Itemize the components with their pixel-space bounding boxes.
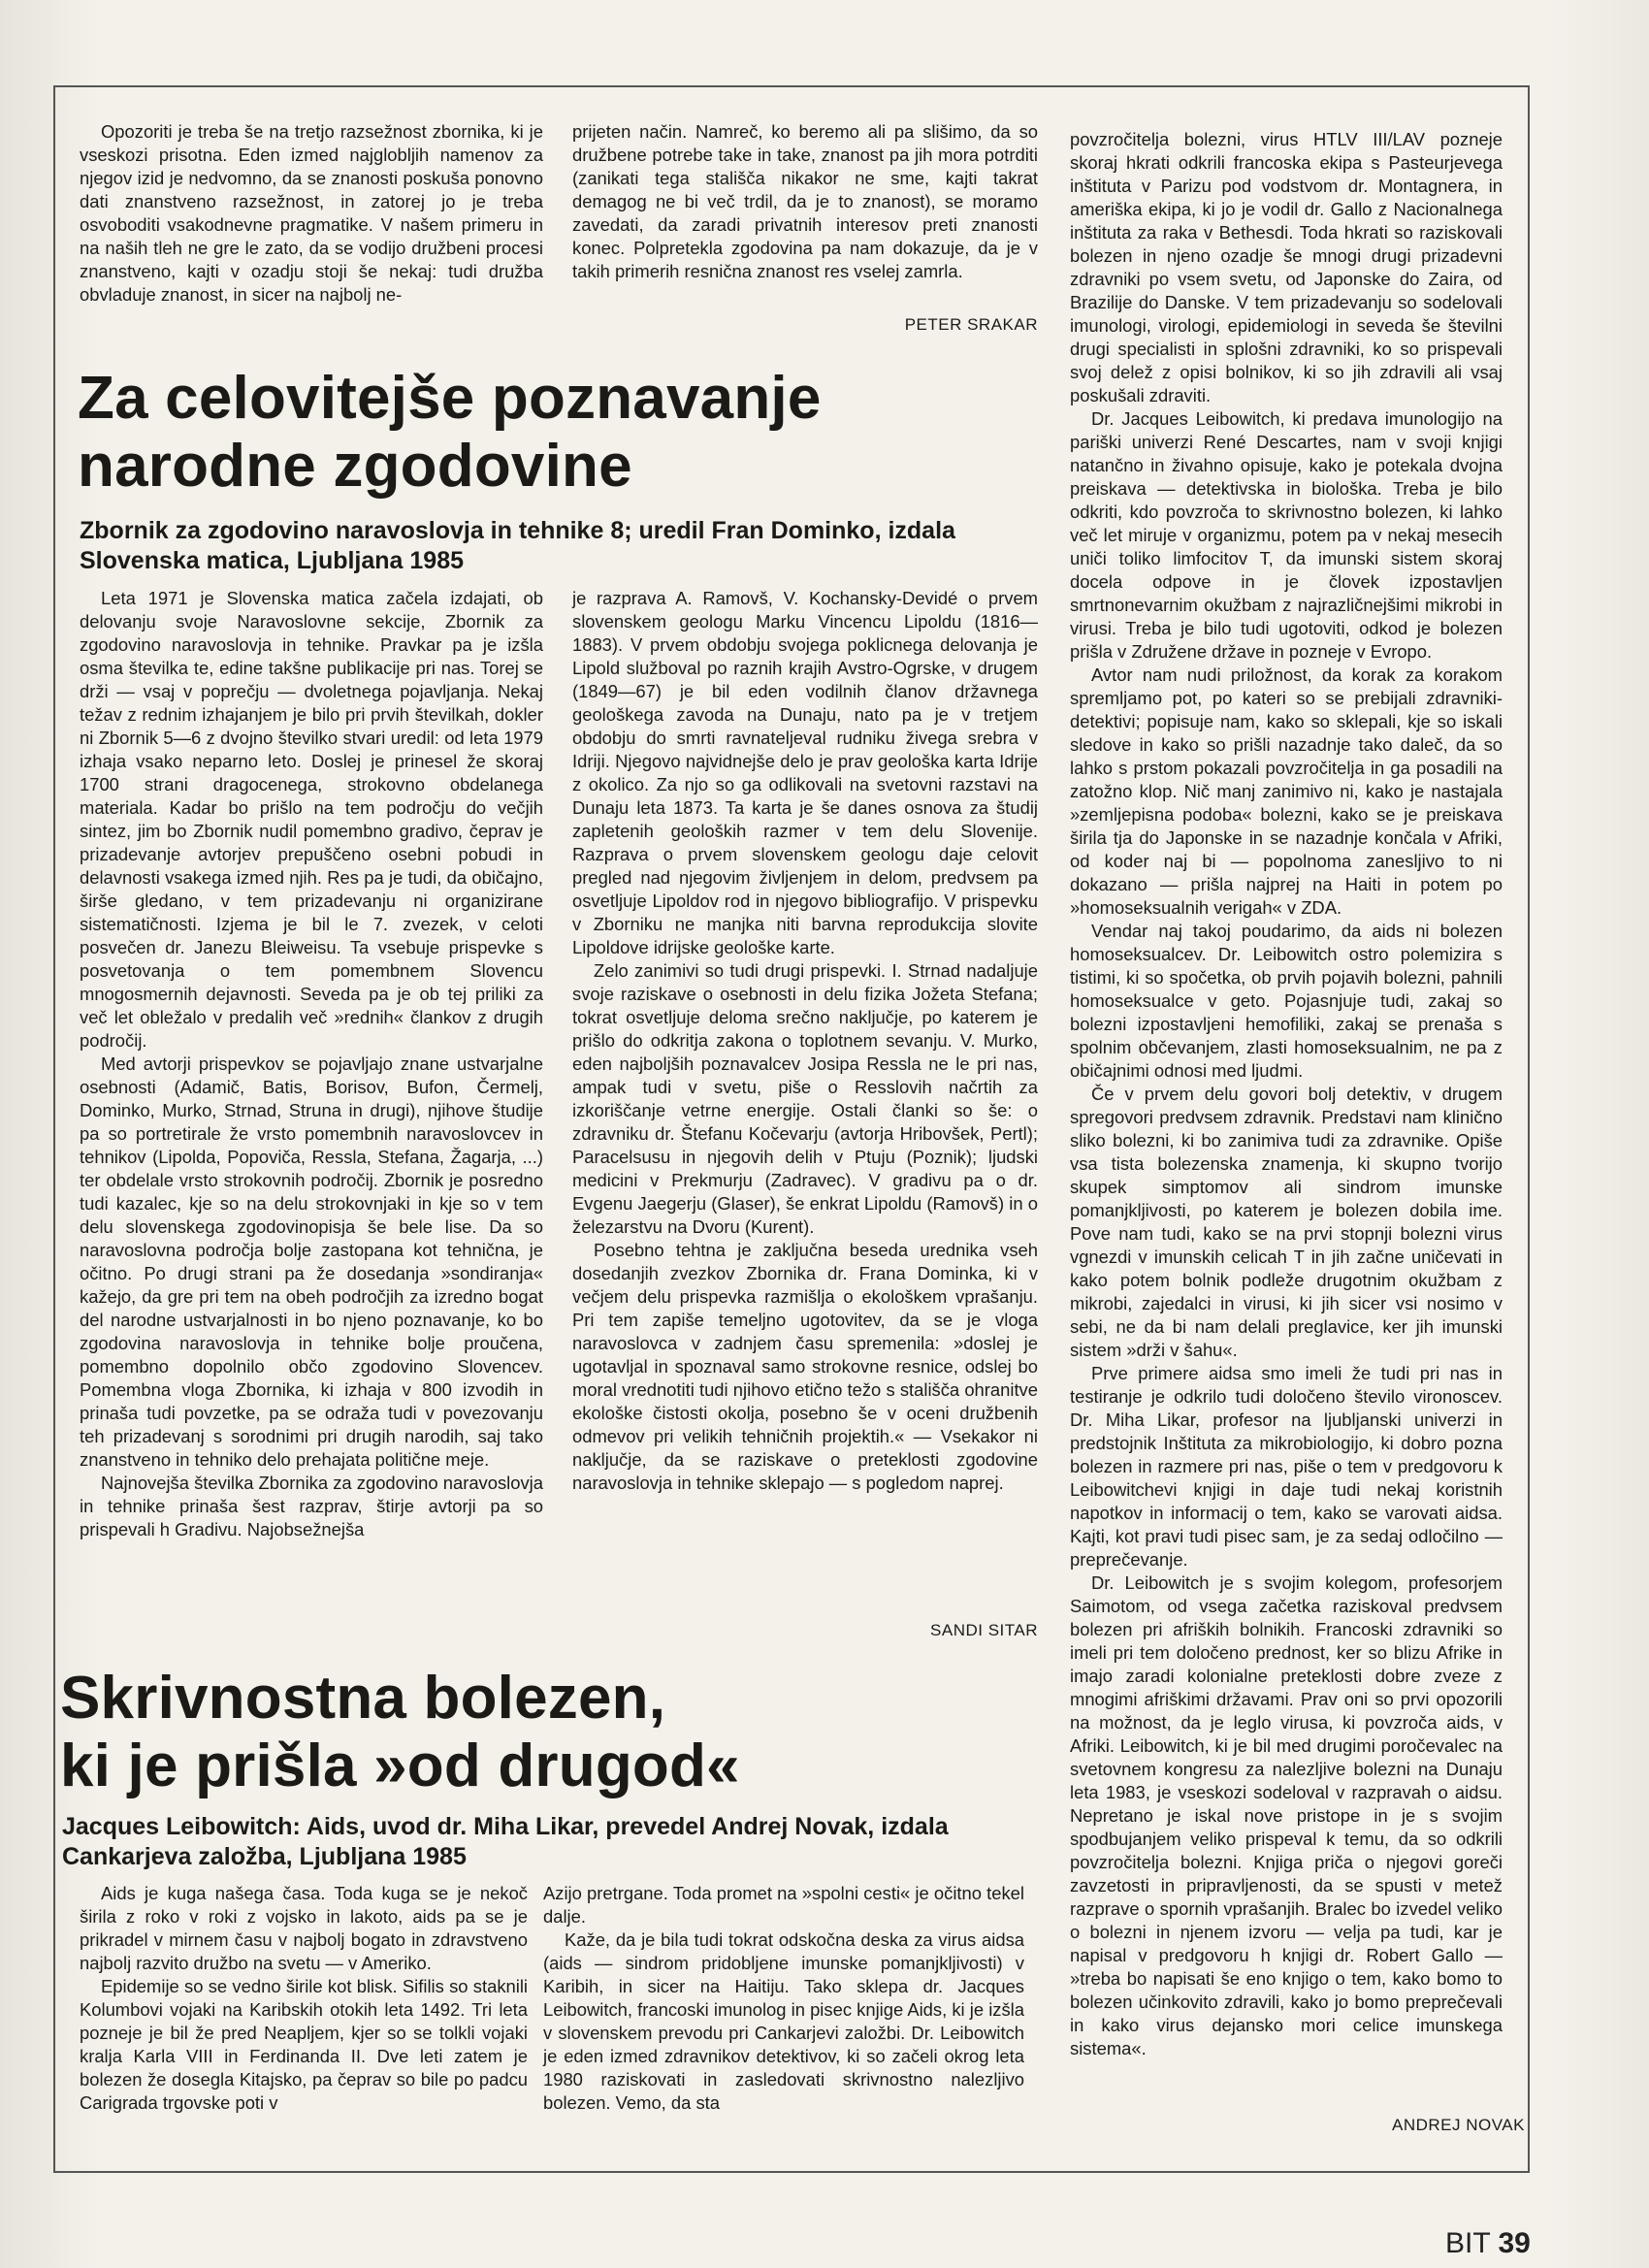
- paragraph: prijeten način. Namreč, ko beremo ali pa slišimo, da so družbene potrebe take in take, znanost pa jih mora potrditi (zanikati tega stališča nikakor ne sme, kajti takrat demagog ne bi več trdil, da je to znanost), se moramo zavedati, da zaradi privatnih interesov preti znanosti konec. Polpretekla zgodovina pa nam dokazuje, da je v takih primerih resnična znanost res vselej zamrla.: [572, 121, 1038, 281]
- article3-column2: [543, 1882, 1024, 2115]
- article3-headline-line1: Skrivnostna bolezen,: [60, 1665, 666, 1732]
- page-number: [1445, 2227, 1531, 2260]
- paragraph: Opozoriti je treba še na tretjo razsežnost zbornika, ki je vseskozi prisotna. Eden izmed najglobljih namenov za njegov izid je nedvomno, da se znanosti poskuša ponovno dati znanstveno razsežnost, in zatorej jo je treba osvoboditi vsakodnevne pragmatike. V našem primeru in na naših tleh ne gre le zato, da se vodijo družbeni procesi znanstveno, kajti v ozadju stoji še nekaj: tudi družba obvladuje znanost, in sicer na najbolj ne-: [80, 121, 543, 305]
- article2-column2: [572, 587, 1038, 1495]
- paragraph: Dr. Jacques Leibowitch, ki predava imunologijo na pariški univerzi René Descartes, nam v svoji knjigi natančno in živahno opisuje, kako je potekala dvojna preiskava — detektivska in biološka. Treba je bilo odkriti, kdo povzroča to skrivnostno bolezen, ki lahko več let miruje v organizmu, potem pa v nekaj mesecih uniči toliko limfocitov T, da imunski sistem skoraj docela odpove in je človek izpostavljen smrtnonevarnim okužbam z najrazličnejšimi mikrobi in virusi. Treba je bilo tudi ugotoviti, odkod je bolezen prišla v Združene države in pozneje v Evropo.: [1070, 408, 1503, 662]
- article2-headline-line2: narodne zgodovine: [78, 433, 632, 500]
- article1-column2: [572, 120, 1038, 283]
- article1-author: PETER SRAKAR: [904, 315, 1038, 334]
- paragraph: Dr. Leibowitch je s svojim kolegom, profesorjem Saimotom, od vsega začetka raziskoval predvsem bolezen pri afriških bolnikih. Francoski zdravniki so imeli pri tem določeno prednost, ker so blizu Afrike in imajo zaradi kolonialne preteklosti dobre zveze z mnogimi afriškimi državami. Prav oni so prvi opozorili na možnost, da je leglo virusa, ki povzroča aids, v Afriki. Leibowitch, ki je bil med drugimi poročevalec na svetovnem kongresu za nalezljive bolezni na Dunaju leta 1983, je vseskozi sodeloval v razpravah o aidsu. Nepretano je iskal nove pristope in je s svojim spodbujanjem veliko prispeval k temu, da so odkrili povzročitelja bolezni. Knjiga priča o njegovi goreči zavzetosti in pripravljenosti, da se spusti v metež razprave o spornih vprašanjih. Bralec bo izvedel veliko o bolezni in njenem izvoru — velja pa tudi, kar je napisal v predgovoru h knjigi dr. Robert Gallo — »treba bo napisati še eno knjigo o tem, kako bomo to bolezen učinkovito zdravili, kako jo bomo preprečevali in kako virus dejansko mori celice imunskega sistema«.: [1070, 1572, 1503, 2058]
- paragraph: Avtor nam nudi priložnost, da korak za korakom spremljamo pot, po kateri so se prebijali zdravniki-detektivi; popisuje nam, kako so sklepali, kje so iskali sledove in kako so prišli nazadnje tako daleč, da so lahko s prstom pokazali povzročitelja in ga posadili na zatožno klop. Nič manj zanimivo ni, kako je nastajala »zemljepisna podoba« bolezni, kako se je preiskava širila tja do Japonske in se nazadnje končala v Afriki, od koder naj bi — popolnoma zanesljivo to ni dokazano — prišla najprej na Haiti in potem po »homoseksualnih verigah« v ZDA.: [1070, 664, 1503, 918]
- paragraph: Zelo zanimivi so tudi drugi prispevki. I. Strnad nadaljuje svoje raziskave o osebnosti in delu fizika Jožeta Stefana; tokrat osvetljuje deloma srečno naključje, po katerem je prišlo do odkritja zakona o toplotnem sevanju. V. Murko, eden najboljših poznavalcev Josipa Ressla ne le pri nas, ampak tudi v svetu, piše o Resslovih načrtih za izkoriščanje vetrne energije. Ostali članki so še: o zdravniku dr. Štefanu Kočevarju (avtorja Hribovšek, Pertl); Paracelsusu in njegovih delih v Ptuju (Poznik); ljudski medicini v Prekmurju (Zadravec). V gradivu pa o dr. Evgenu Jaegerju (Glaser), še enkrat Lipoldu (Ramovš) in o železarstvu na Dvoru (Kurent).: [572, 960, 1038, 1237]
- paragraph: Najnovejša številka Zbornika za zgodovino naravoslovja in tehnike prinaša šest razprav, štirje avtorji pa so prispevali h Gradivu. Najobsežnejša: [80, 1473, 543, 1539]
- paragraph: Aids je kuga našega časa. Toda kuga se je nekoč širila z roko v roki z vojsko in lakoto, aids pa se je prikradel v mirnem času v najbolj bogato in zdravstveno najbolj razvito družbo na svetu — v Ameriko.: [80, 1883, 528, 1973]
- paragraph: Epidemije so se vedno širile kot blisk. Sifilis so staknili Kolumbovi vojaki na Karibskih otokih leta 1492. Tri leta pozneje je bil že pred Neapljem, kjer so se tolkli vojaki kralja Karla VIII in Ferdinanda II. Dve leti zatem je bolezen že dosegla Kitajsko, pa čeprav so bile po padcu Carigrada trgovske poti v: [80, 1976, 528, 2113]
- article3-column1: [80, 1882, 528, 2115]
- paragraph: Med avtorji prispevkov se pojavljajo znane ustvarjalne osebnosti (Adamič, Batis, Borisov, Bufon, Čermelj, Dominko, Murko, Strnad, Struna in drugi), njihove študije pa so portretirale že vrsto pomembnih naravoslovcev in tehnikov (Lipolda, Popoviča, Ressla, Stefana, Žagarja, ...) ter obdelale vrsto strokovnih področij. Zbornik je posredno tudi kazalec, kje so na delu strokovnjaki in kje so v tem delu slovenskega zgodovinopisja še bele lise. Da so naravoslovna področja bolje zastopana kot tehnična, je očitno. Po drugi strani pa že dosedanja »sondiranja« kažejo, da gre pri tem na obeh področjih za izredno bogat del narodne ustvarjalnosti in bo njeno poznavanje, ko bo zgodovina naravoslovja in tehnike bolje proučena, pomembno dopolnilo občo zgodovino Slovencev. Pomembna vloga Zbornika, ki izhaja v 800 izvodih in prinaša tudi povzetke, pa se odraža tudi v povezovanju teh prizadevanj s sorodnimi pri drugih narodih, saj tako znanstveno in tehniko delo prehajata politične meje.: [80, 1053, 543, 1470]
- paragraph: Posebno tehtna je zaključna beseda urednika vseh dosedanjih zvezkov Zbornika dr. Frana Dominka, ki v večjem delu prispevka razmišlja o ekološkem vprašanju. Pri tem zapiše temeljno ugotovitev, da se je vloga naravoslovca v zadnjem času spremenila: »doslej je ugotavljal in spoznaval samo strokovne resnice, odslej bo moral vrednotiti tudi njihovo etično težo s stališča ohranitve ekološke čistosti okolja, posebno še v oceni družbenih odmevov pri velikih tehničnih projektih.« — Vsekakor ni naključje, da se raziskave o preteklosti zgodovine naravoslovja in tehnike sklepajo — s pogledom naprej.: [572, 1240, 1038, 1493]
- article2-author: SANDI SITAR: [930, 1621, 1038, 1639]
- article2-headline-line1: Za celovitejše poznavanje: [78, 365, 822, 432]
- article3-subheading: Jacques Leibowitch: Aids, uvod dr. Miha Likar, prevedel Andrej Novak, izdala Cankarjeva založba, Ljubljana 1985: [62, 1813, 949, 1870]
- paragraph: Prve primere aidsa smo imeli že tudi pri nas in testiranje je odkrilo tudi določeno število vironoscev. Dr. Miha Likar, profesor na ljubljanski univerzi in predstojnik Inštituta za mikrobiologijo, ki dobro pozna bolezen in razmere pri nas, piše o tem v predgovoru k Leibowitchevi knjigi in daje tudi nekaj koristnih napotkov in informacij o tem, kako se varovati aidsa. Kajti, kot pravi tudi pisec sam, je za sedaj odločilno — preprečevanje.: [1070, 1363, 1503, 1570]
- article1-column1: [80, 120, 543, 307]
- article3-author: ANDREJ NOVAK: [1392, 2116, 1525, 2134]
- article3-column3: [1070, 128, 1503, 2060]
- paragraph: Če v prvem delu govori bolj detektiv, v drugem spregovori predvsem zdravnik. Predstavi nam klinično sliko bolezni, ki bo zanimiva tudi za zdravnike. Opiše vsa tista bolezenska znamenja, ki skupno tvorijo skupek simptomov ali sindrom imunske pomanjkljivosti, po katerem je bolezen dobila ime. Pove nam tudi, kako se na prvi stopnji bolezni virus vgnezdi v imunskih celicah T in jih začne uničevati in kako potem bolnik podleže drugotnim okužbam z mikrobi, zajedalci in virusi, ki jih sicer vsi nosimo v sebi, ne da bi nam delali preglavice, ker jih imunski sistem »drži v šahu«.: [1070, 1084, 1503, 1360]
- article3-headline: [60, 1665, 1040, 1800]
- paragraph: je razprava A. Ramovš, V. Kochansky-Devidé o prvem slovenskem geologu Marku Vincencu Lipoldu (1816—1883). V prvem obdobju svojega poklicnega delovanja je Lipold služboval po raznih krajih Avstro-Ogrske, v drugem (1849—67) je bil eden vodilnih članov državnega geološkega zavoda na Dunaju, nato pa je v tretjem obdobju do smrti ravnateljeval rudniku živega srebra v Idriji. Njegovo najvidnejše delo je prav geološka karta Idrije z okolico. Za njo so ga odlikovali na svetovni razstavi na Dunaju leta 1873. Ta karta je še danes osnova za študij zapletenih geoloških razmer v tem delu Slovenije. Razprava o prvem slovenskem geologu daje celovit pregled nad njegovim življenjem in delom, predvsem pa osvetljuje Lipoldov rod in njegovo bibliografijo. V prispevku v Zborniku ne manjka niti barvna reprodukcija slovite Lipoldove idrijske geološke karte.: [572, 588, 1038, 957]
- paragraph: Azijo pretrgane. Toda promet na »spolni cesti« je očitno tekel dalje.: [543, 1883, 1024, 1927]
- article3-headline-line2: ki je prišla »od drugod«: [60, 1733, 740, 1799]
- article2-headline: [78, 365, 1048, 501]
- page-number-value: 39: [1498, 2227, 1531, 2259]
- paragraph: povzročitelja bolezni, virus HTLV III/LAV pozneje skoraj hkrati odkrili francoska ekipa s Pasteurjevega inštituta v Parizu pod vodstvom dr. Montagnera, in ameriška ekipa, ki jo je vodil dr. Gallo z Nacionalnega inštituta za raka v Bethesdi. Toda hkrati so raziskovali bolezen in njeno ozadje še mnogi drugi prizadevni zdravniki po vsem svetu, od Japonske do Zaira, od Brazilije do Danske. V tem prizadevanju so sodelovali imunologi, virologi, epidemiologi in seveda še številni drugi specialisti in splošni zdravniki, ko so prispevali svoj delež z opisi bolnikov, ki so jih zdravili ali vsaj poskušali zdraviti.: [1070, 129, 1503, 405]
- paragraph: Kaže, da je bila tudi tokrat odskočna deska za virus aidsa (aids — sindrom pridobljene imunske pomanjkljivosti) v Karibih, in sicer na Haitiju. Tako sklepa dr. Jacques Leibowitch, francoski imunolog in pisec knjige Aids, ki je izšla v slovenskem prevodu pri Cankarjevi založbi. Dr. Leibowitch je eden izmed zdravnikov detektivov, ki so začeli okrog leta 1980 raziskovati in zasledovati skrivnostno nalezljivo bolezen. Vemo, da sta: [543, 1929, 1024, 2113]
- article2-column1: [80, 587, 543, 1541]
- magazine-name: BIT: [1445, 2227, 1491, 2259]
- article2-subheading: Zbornik za zgodovino naravoslovja in tehnike 8; uredil Fran Dominko, izdala Slovenska matica, Ljubljana 1985: [80, 517, 955, 574]
- paragraph: Leta 1971 je Slovenska matica začela izdajati, ob delovanju svoje Naravoslovne sekcije, Zbornik za zgodovino naravoslovja in tehnike. Pravkar pa je izšla osma številka te, edine takšne publikacije pri nas. Torej se drži — vsaj v poprečju — dvoletnega pojavljanja. Nekaj težav z rednim izhajanjem je bilo pri prvih številkah, dokler ni Zbornik 5—6 z dvojno številko stvari uredil: od leta 1979 izhaja vsako neparno leto. Doslej je prinesel že skoraj 1700 strani dragocenega, strokovno obdelanega materiala. Kadar bo prišlo na tem področju do večjih sintez, jim bo Zbornik nudil pomembno gradivo, čeprav je prizadevanje avtorjev prepuščeno osebni pobudi in delavnosti vsakega izmed njih. Res pa je tudi, da običajno, širše gledano, v tem prizadevanju ni organizirane sistematičnosti. Izjema je bil le 7. zvezek, v celoti posvečen dr. Janezu Bleiweisu. Ta vsebuje prispevke s posvetovanja o tem pomembnem Slovencu mnogosmernih dejavnosti. Seveda pa je ob tej priliki za več let obležalo v predalih več »rednih« člankov z drugih področij.: [80, 588, 543, 1051]
- paragraph: Vendar naj takoj poudarimo, da aids ni bolezen homoseksualcev. Dr. Leibowitch ostro polemizira s tistimi, ki so spočetka, ob prvih pojavih bolezni, pahnili homoseksualce v geto. Pojasnjuje tudi, zakaj so bolezni izpostavljeni hemofiliki, zakaj se prenaša s spolnim občevanjem, zlasti homoseksualnim, ne pa z običajnimi odnosi med ljudmi.: [1070, 921, 1503, 1081]
